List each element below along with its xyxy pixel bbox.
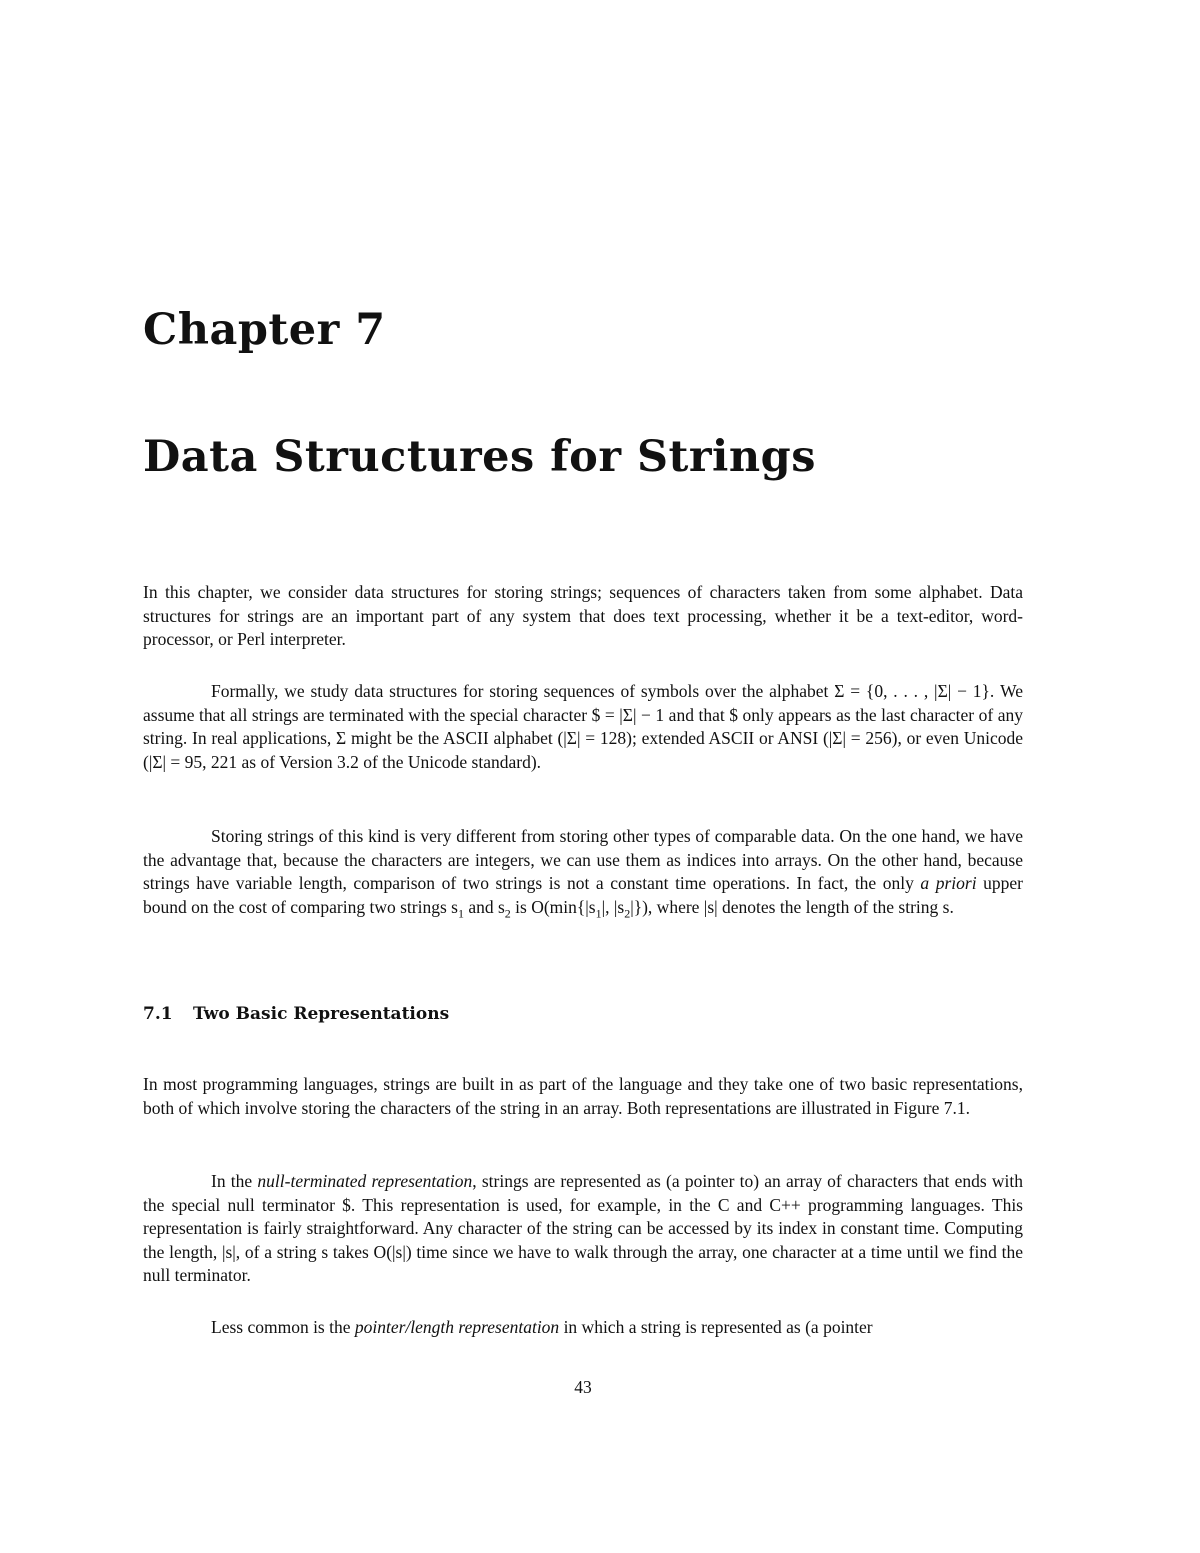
emphasis-null-terminated: null-terminated representation bbox=[257, 1171, 473, 1191]
subscript: 1 bbox=[595, 906, 602, 920]
emphasis-a-priori: a priori bbox=[920, 873, 977, 893]
text-run: upper bound on the cost of comparing two strings s bbox=[143, 873, 1023, 917]
section-paragraph-2 bbox=[143, 1170, 1023, 1288]
text-run: and s bbox=[463, 896, 505, 917]
intro-paragraph-2: Formally, we study data structures for storing sequences of symbols over the alphabet Σ = {0, . . . , |Σ| − 1}. We assume that all strings are terminated with the special character $ = |Σ| − 1 and that $ only appears as the last character of any string. In real applications, Σ might be the ASCII alphabet (|Σ| = 128); extended ASCII or ANSI (|Σ| = 256), or even Unicode (|Σ| = 95, 221 as of Version 3.2 of the Unicode standard). bbox=[143, 681, 1023, 772]
page-number: 43 bbox=[574, 1377, 592, 1397]
emphasis-pointer-length: pointer/length representation bbox=[354, 1317, 560, 1337]
intro-paragraph-1: In this chapter, we consider data structures for storing strings; sequences of characters taken from some alphabet. Data structures for strings are an important part of any system that does text processing, whether it be a text-editor, word-processor, or Perl interpreter. bbox=[143, 582, 1023, 649]
section-paragraph-3 bbox=[143, 1316, 1023, 1340]
page bbox=[143, 0, 1023, 1553]
section-number: 7.1 bbox=[143, 1004, 173, 1024]
chapter-title: Data Structures for Strings bbox=[143, 432, 816, 482]
section-heading bbox=[143, 1002, 449, 1026]
section-title: Two Basic Representations bbox=[193, 1004, 450, 1024]
subscript: 1 bbox=[457, 906, 464, 920]
text-run: Less common is the bbox=[211, 1317, 355, 1337]
text-run: |, |s bbox=[601, 896, 625, 917]
text-run: |}), where |s| denotes the length of the string s. bbox=[630, 896, 954, 917]
text-run: In the bbox=[211, 1171, 258, 1191]
chapter-number: Chapter 7 bbox=[143, 305, 386, 355]
text-run: , strings are represented as (a pointer to) an array of characters that ends with the special null terminator $. This representation is used, for example, in the C and C++ programming languages. This representation is fairly straightforward. Any character of the string can be accessed by its index in constant time. Computing the length, |s|, of a string s takes O(|s|) time since we have to walk through the array, one character at a time until we find the null terminator. bbox=[143, 1171, 1023, 1285]
text-run: in which a string is represented as (a pointer bbox=[559, 1317, 873, 1337]
subscript: 2 bbox=[624, 906, 631, 920]
text-run: is O(min{|s bbox=[510, 896, 596, 917]
intro-paragraph-3 bbox=[143, 825, 1023, 919]
subscript: 2 bbox=[504, 906, 511, 920]
text-run: Storing strings of this kind is very different from storing other types of comparable data. On the one hand, we have the advantage that, because the characters are integers, we can use them as indices into arrays. On the other hand, because strings have variable length, comparison of two strings is not a constant time operations. In fact, the only bbox=[143, 826, 1023, 893]
section-paragraph-1: In most programming languages, strings are built in as part of the language and they take one of two basic representations, both of which involve storing the characters of the string in an array. Both representations are illustrated in Figure 7.1. bbox=[143, 1074, 1023, 1118]
